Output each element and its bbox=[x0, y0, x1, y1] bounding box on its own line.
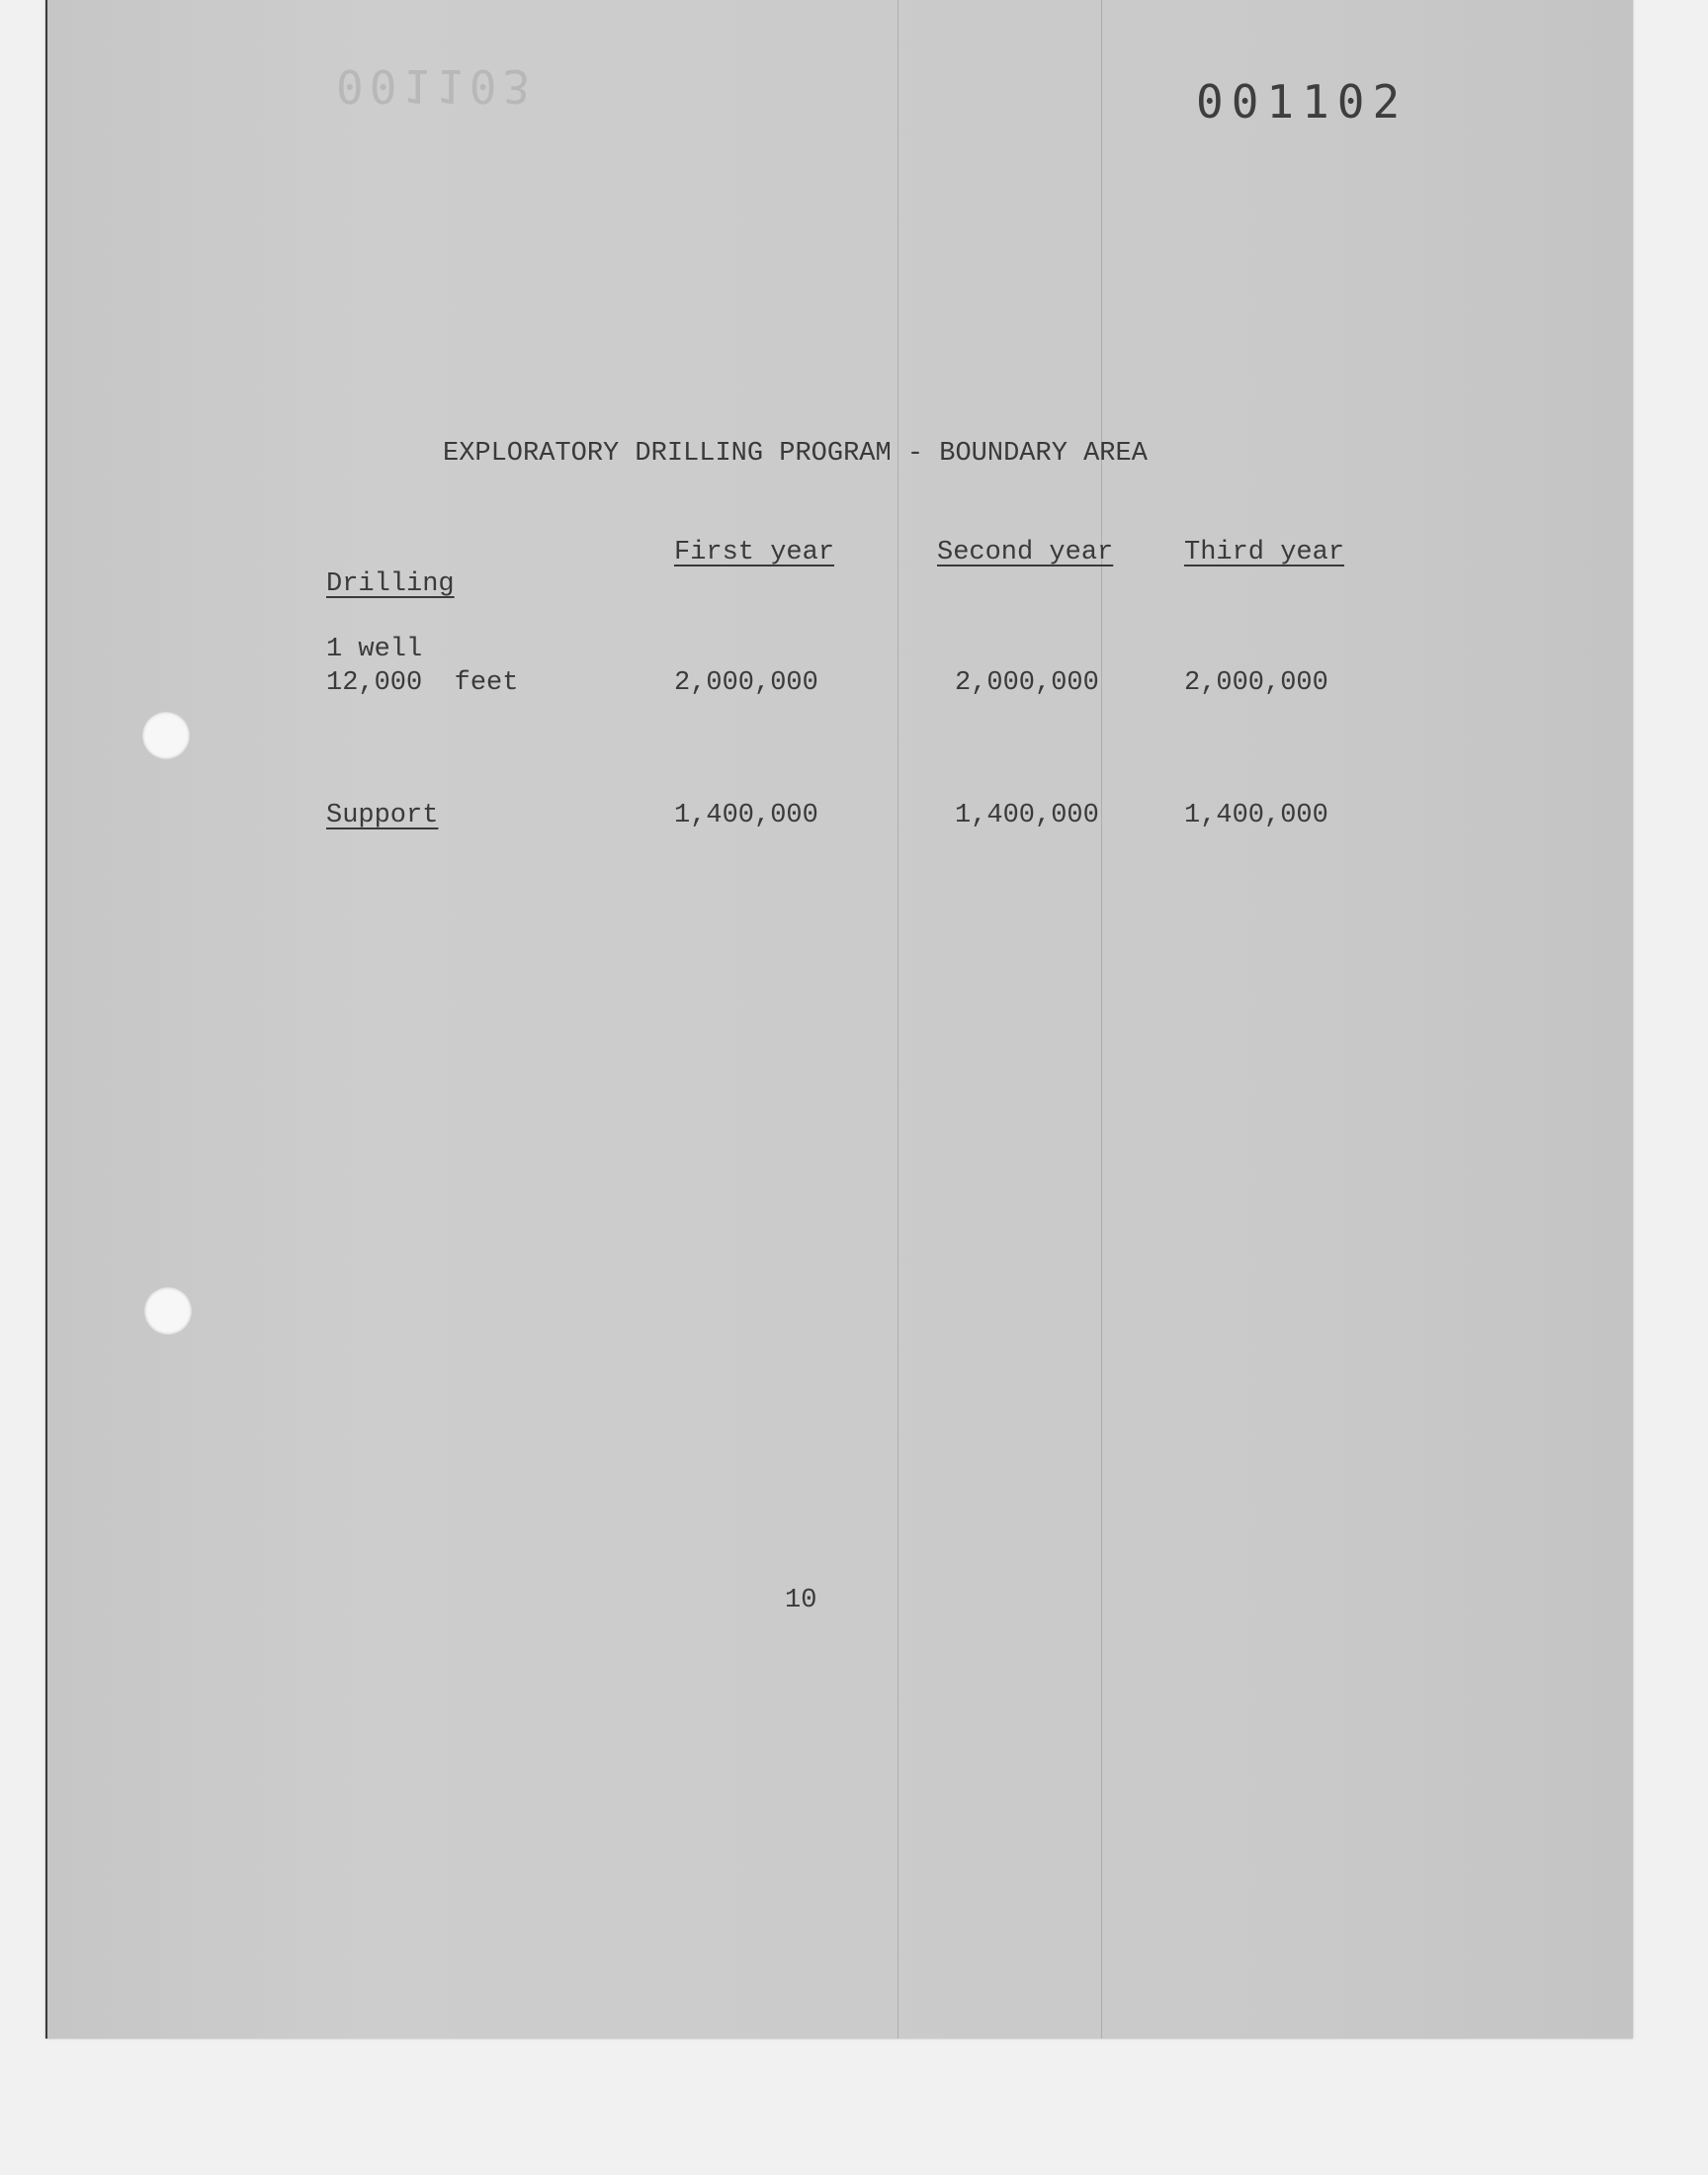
row-label-support: Support bbox=[326, 801, 439, 830]
column-header-third-year: Third year bbox=[1184, 538, 1345, 567]
page-title: EXPLORATORY DRILLING PROGRAM - BOUNDARY AREA bbox=[443, 439, 1148, 469]
punch-hole bbox=[142, 712, 190, 759]
column-header-second-year: Second year bbox=[937, 538, 1114, 567]
document-stamp-number: 001102 bbox=[1196, 75, 1409, 129]
drilling-value-third-year: 2,000,000 bbox=[1184, 668, 1328, 698]
drilling-subline-wells: 1 well bbox=[326, 635, 423, 664]
faint-mirror-stamp: 001103 bbox=[336, 59, 537, 113]
drilling-subline-depth: 12,000 feet bbox=[326, 668, 519, 698]
drilling-value-second-year: 2,000,000 bbox=[955, 668, 1099, 698]
support-value-third-year: 1,400,000 bbox=[1184, 801, 1328, 830]
support-value-first-year: 1,400,000 bbox=[674, 801, 818, 830]
support-value-second-year: 1,400,000 bbox=[955, 801, 1099, 830]
document-page bbox=[45, 0, 1633, 2039]
drilling-value-first-year: 2,000,000 bbox=[674, 668, 818, 698]
page-number: 10 bbox=[785, 1586, 817, 1615]
fold-line bbox=[897, 0, 898, 2039]
column-header-first-year: First year bbox=[674, 538, 835, 567]
punch-hole bbox=[144, 1287, 192, 1335]
fold-line bbox=[1101, 0, 1102, 2039]
row-label-drilling: Drilling bbox=[326, 569, 455, 599]
